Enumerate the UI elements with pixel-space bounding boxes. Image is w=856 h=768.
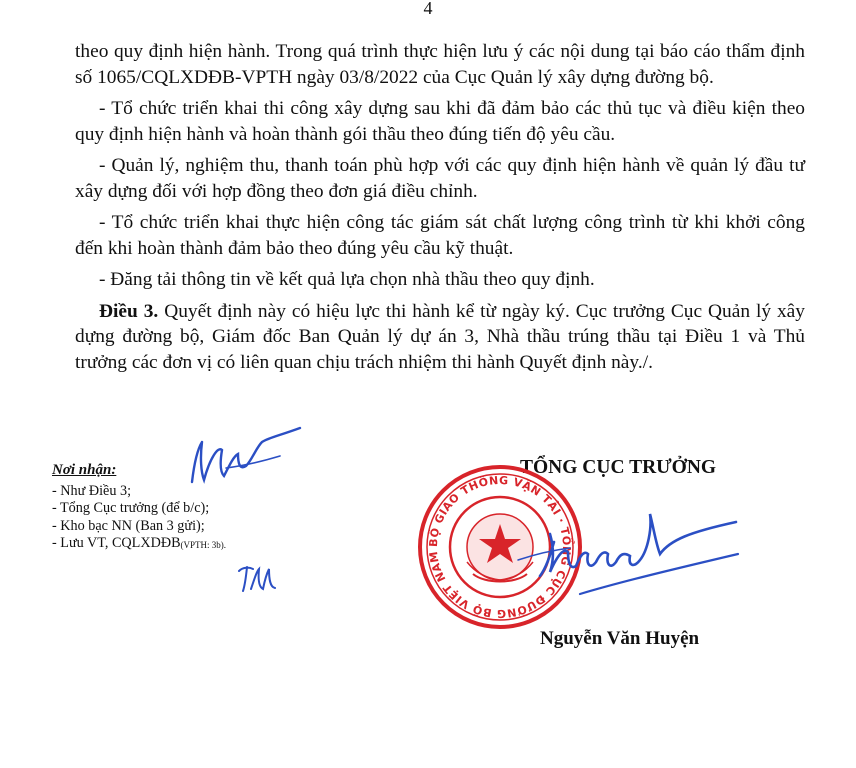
article-3-label: Điều 3. bbox=[99, 300, 159, 322]
initials-signature-bottom bbox=[235, 563, 280, 595]
recipient-archive-text: - Lưu VT, CQLXDĐB bbox=[52, 535, 181, 551]
paragraph-continuation: theo quy định hiện hành. Trong quá trình thực hiện lưu ý các nội dung tại báo cáo thẩm định số 1065/CQLXDĐB-VPTH ngày 03/8/2022 của Cục Quản lý xây dựng đường bộ. bbox=[75, 41, 805, 88]
recipients-title: Nơi nhận: bbox=[52, 462, 117, 478]
main-signature bbox=[510, 490, 745, 605]
signer-title: TỔNG CỤC TRƯỞNG bbox=[520, 457, 717, 478]
paragraph-publication: - Đăng tải thông tin về kết quả lựa chọn nhà thầu theo quy định. bbox=[99, 269, 595, 290]
recipient-item-archive bbox=[52, 535, 226, 555]
recipient-item: - Như Điều 3; bbox=[52, 482, 132, 499]
document-body bbox=[75, 39, 805, 375]
signer-name: Nguyễn Văn Huyện bbox=[540, 628, 700, 649]
paragraph-article-3 bbox=[75, 299, 805, 376]
seal-text: BỘ GIAO THÔNG VẬN TẢI · TỔNG CỤC ĐƯỜNG BỘ VIỆT NAM bbox=[426, 473, 574, 621]
paragraph-construction: - Tổ chức triển khai thi công xây dựng sau khi đã đảm bảo các thủ tục và điều kiện theo quy định hiện hành và hoàn thành gói thầu theo đúng tiến độ yêu cầu. bbox=[75, 98, 805, 145]
page-number: 4 bbox=[423, 0, 433, 18]
recipient-archive-note: (VPTH: 3b). bbox=[180, 540, 227, 550]
recipient-item: - Kho bạc NN (Ban 3 gửi); bbox=[52, 517, 205, 534]
paragraph-supervision: - Tổ chức triển khai thực hiện công tác giám sát chất lượng công trình từ khi khởi công đến khi hoàn thành đảm bảo theo đúng yêu cầu kỹ thuật. bbox=[75, 212, 805, 259]
recipient-item: - Tổng Cục trưởng (để b/c); bbox=[52, 500, 210, 516]
article-3-text: Quyết định này có hiệu lực thi hành kể từ ngày ký. Cục trưởng Cục Quản lý xây dựng đường bộ, Giám đốc Ban Quản lý dự án 3, Nhà thầu trúng thầu tại Điều 1 và Thủ trưởng các đơn vị có liên quan chịu trách nhiệm thi hành Quyết định này./. bbox=[75, 300, 805, 373]
recipients-block bbox=[52, 462, 226, 555]
paragraph-management: - Quản lý, nghiệm thu, thanh toán phù hợp với các quy định hiện hành về quản lý đầu tư xây dựng đối với hợp đồng theo đơn giá điều chỉnh. bbox=[75, 155, 805, 202]
